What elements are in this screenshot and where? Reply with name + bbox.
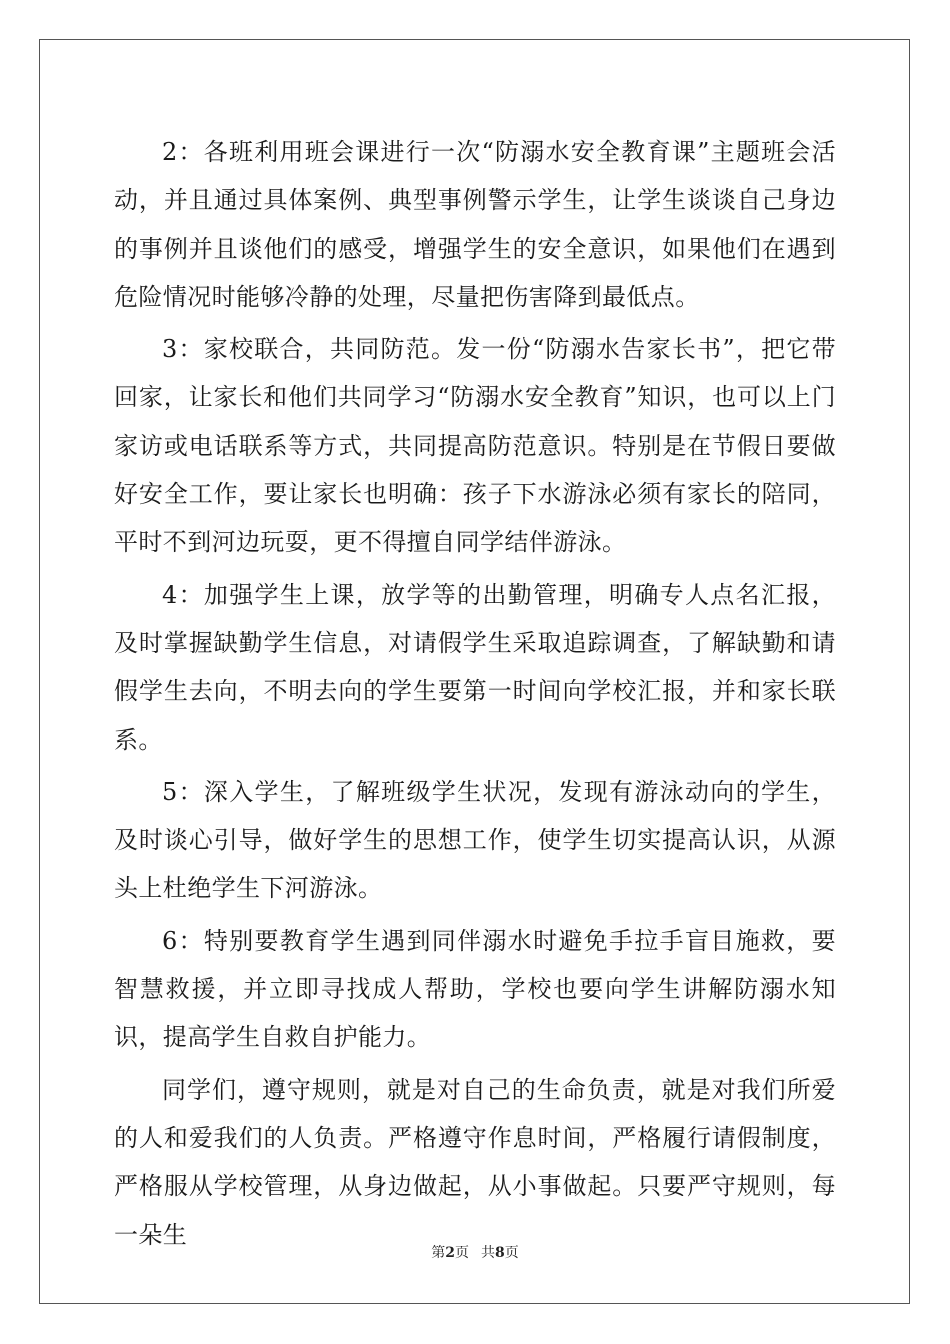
paragraph-item-6: 6：特别要教育学生遇到同伴溺水时避免手拉手盲目施救，要智慧救援，并立即寻找成人帮助，学校也要向学生讲解防溺水知识，提高学生自救自护能力。 (114, 926, 836, 1052)
total-suffix: 页 (504, 1245, 519, 1261)
paragraph-closing: 同学们，遵守规则，就是对自己的生命负责，就是对我们所爱的人和爱我们的人负责。严格遵守作息时间，严格履行请假制度，严格服从学校管理，从身边做起，从小事做起。只要严守规则，每一朵生 (114, 1075, 836, 1249)
page-number: 2 (445, 1245, 455, 1261)
paragraph-item-3: 3：家校联合，共同防范。发一份“防溺水告家长书”，把它带回家，让家长和他们共同学习“防溺水安全教育”知识，也可以上门家访或电话联系等方式，共同提高防范意识。特别是在节假日要做好安全工作，要让家长也明确：孩子下水游泳必须有家长的陪同，平时不到河边玩耍，更不得擅自同学结伴游泳。 (114, 335, 836, 557)
paragraph-item-5: 5：深入学生，了解班级学生状况，发现有游泳动向的学生，及时谈心引导，做好学生的思想工作，使学生切实提高认识，从源头上杜绝学生下河游泳。 (114, 777, 836, 903)
paragraph-item-2: 2：各班利用班会课进行一次“防溺水安全教育课”主题班会活动，并且通过具体案例、典型事例警示学生，让学生谈谈自己身边的事例并且谈他们的感受，增强学生的安全意识，如果他们在遇到危险情况时能够冷静的处理，尽量把伤害降到最低点。 (114, 138, 836, 311)
paragraph-item-4: 4：加强学生上课，放学等的出勤管理，明确专人点名汇报，及时掌握缺勤学生信息，对请假学生采取追踪调查，了解缺勤和请假学生去向，不明去向的学生要第一时间向学校汇报，并和家长联系。 (114, 580, 836, 754)
document-body (114, 128, 836, 1263)
total-prefix: 共 (481, 1245, 495, 1261)
page-prefix: 第 (431, 1245, 446, 1261)
total-pages: 8 (495, 1245, 505, 1261)
page-suffix: 页 (455, 1245, 469, 1261)
page-footer (0, 1243, 950, 1263)
